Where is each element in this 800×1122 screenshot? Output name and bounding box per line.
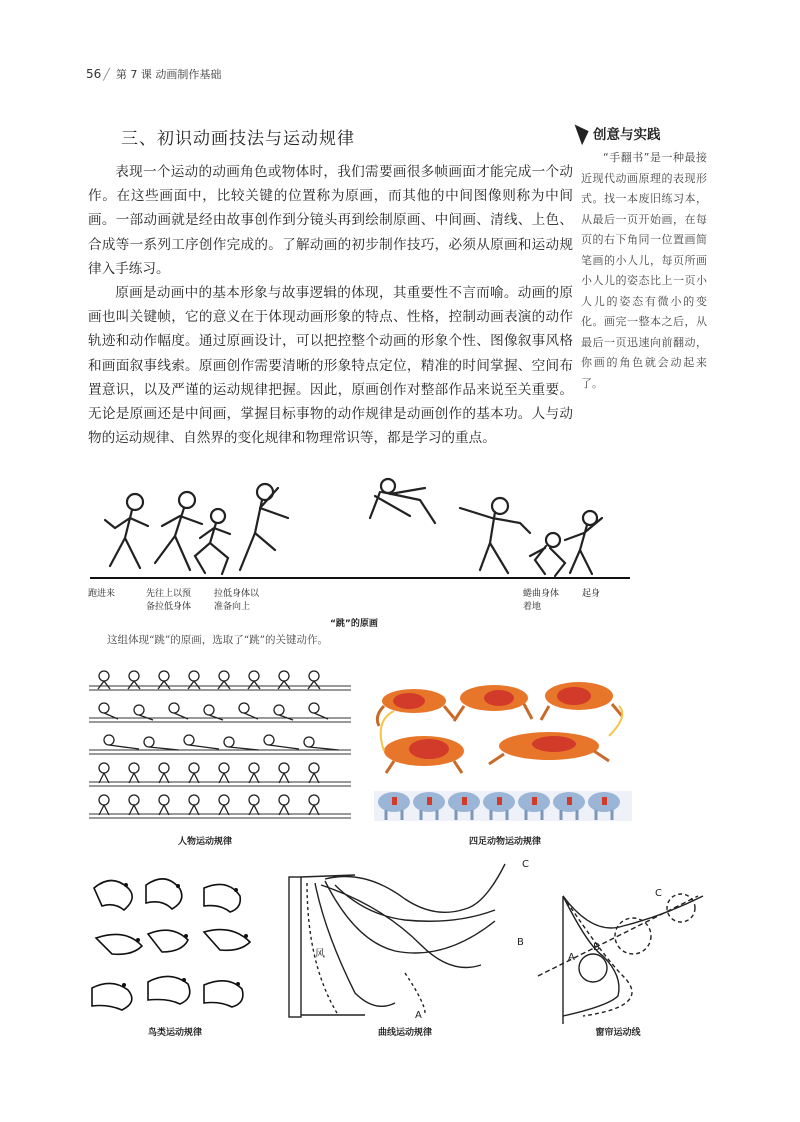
- jump-sequence-illustration: [90, 478, 630, 588]
- label-stretch-line1: 拉低身体以: [214, 589, 260, 599]
- curtain-motion-caption: 窗帘运动线: [595, 1028, 641, 1038]
- bird-motion-caption: 鸟类运动规律: [147, 1028, 202, 1038]
- sidebar-title: [578, 122, 661, 144]
- quadruped-motion-caption: 四足动物运动规律: [468, 837, 541, 847]
- triangle-marker-icon: [575, 121, 593, 145]
- label-stretch-line2: 准备向上: [214, 602, 251, 612]
- label-stretch: [214, 588, 259, 614]
- curtain-mark-a: A: [568, 952, 575, 963]
- jump-caption: “跳”的原画: [330, 619, 378, 629]
- body-paragraph-1: 表现一个运动的动画角色或物体时，我们需要画很多帧画面才能完成一个动作。在这些画面中，比较关键的位置称为原画，而其他的中间图像则称为中间画。一部动画就是经由故事创作到分镜头再到绘制原画、中间画、清线、上色、合成等一系列工序创作完成的。了解动画的初步制作技巧，必须从原画和运动规律入手练习。: [88, 164, 573, 277]
- label-rise: 起身: [582, 589, 601, 599]
- sidebar-title-text: 创意与实践: [593, 127, 661, 143]
- curtain-mark-c: C: [655, 888, 662, 899]
- section-title: 三、初识动画技法与运动规律: [121, 129, 355, 149]
- curtain-mark-b: B: [593, 942, 600, 953]
- curve-motion-illustration: [285, 855, 530, 1025]
- curve-mark-a: A: [415, 1010, 422, 1021]
- body-paragraph-2: 原画是动画中的基本形象与故事逻辑的体现，其重要性不言而喻。动画的原画也叫关键帧，它的意义在于体现动画形象的特点、性格，控制动画表演的动作轨迹和动作幅度。通过原画设计，可以把控整个动画的形象个性、图像叙事风格和画面叙事线索。原画创作需要清晰的形象特点定位，精准的时间掌握、空间布置意识，以及严谨的运动规律把握。因此，原画创作对整部作品来说至关重要。无论是原画还是中间画，掌握目标事物的动作规律是动画创作的基本功。人与动物的运动规律、自然界的变化规律和物理常识等，都是学习的重点。: [88, 285, 573, 447]
- running-header: [86, 66, 221, 82]
- human-motion-caption: 人物运动规律: [177, 837, 232, 847]
- body-text: [88, 160, 573, 450]
- curve-mark-c: C: [522, 859, 529, 870]
- label-run: 跑进来: [88, 589, 116, 599]
- label-crouch: [146, 588, 191, 614]
- page-number: 56: [86, 67, 102, 81]
- curve-wind-label: 风: [315, 949, 325, 960]
- sidebar-paragraph: “手翻书”是一种最接近现代动画原理的表现形式。找一本废旧练习本，从最后一页开始画，在每页的右下角同一位置画简笔画的小人儿，每页所画小人儿的姿态比上一页小人儿的姿态有微小的变化。画完一整本之后，从最后一页迅速向前翻动，你画的角色就会动起来了。: [581, 151, 707, 390]
- label-crouch-line2: 备拉低身体: [146, 602, 192, 612]
- jump-description: 这组体现“跳”的原画，选取了“跳”的关键动作。: [107, 634, 328, 646]
- label-land-line1: 蜷曲身体: [523, 589, 560, 599]
- sidebar-text: [581, 148, 707, 394]
- header-slash: ╱: [103, 68, 110, 81]
- bird-motion-illustration: [86, 870, 266, 1020]
- label-land-line2: 着地: [523, 602, 542, 612]
- label-crouch-line1: 先往上以预: [146, 589, 192, 599]
- human-motion-illustration: [89, 668, 351, 828]
- curve-motion-caption: 曲线运动规律: [377, 1028, 432, 1038]
- label-land: [523, 588, 559, 614]
- lesson-title: 第 7 课 动画制作基础: [115, 68, 222, 81]
- quadruped-motion-illustration: [374, 676, 632, 826]
- curtain-motion-illustration: [533, 876, 703, 1026]
- curve-mark-b: B: [517, 937, 524, 948]
